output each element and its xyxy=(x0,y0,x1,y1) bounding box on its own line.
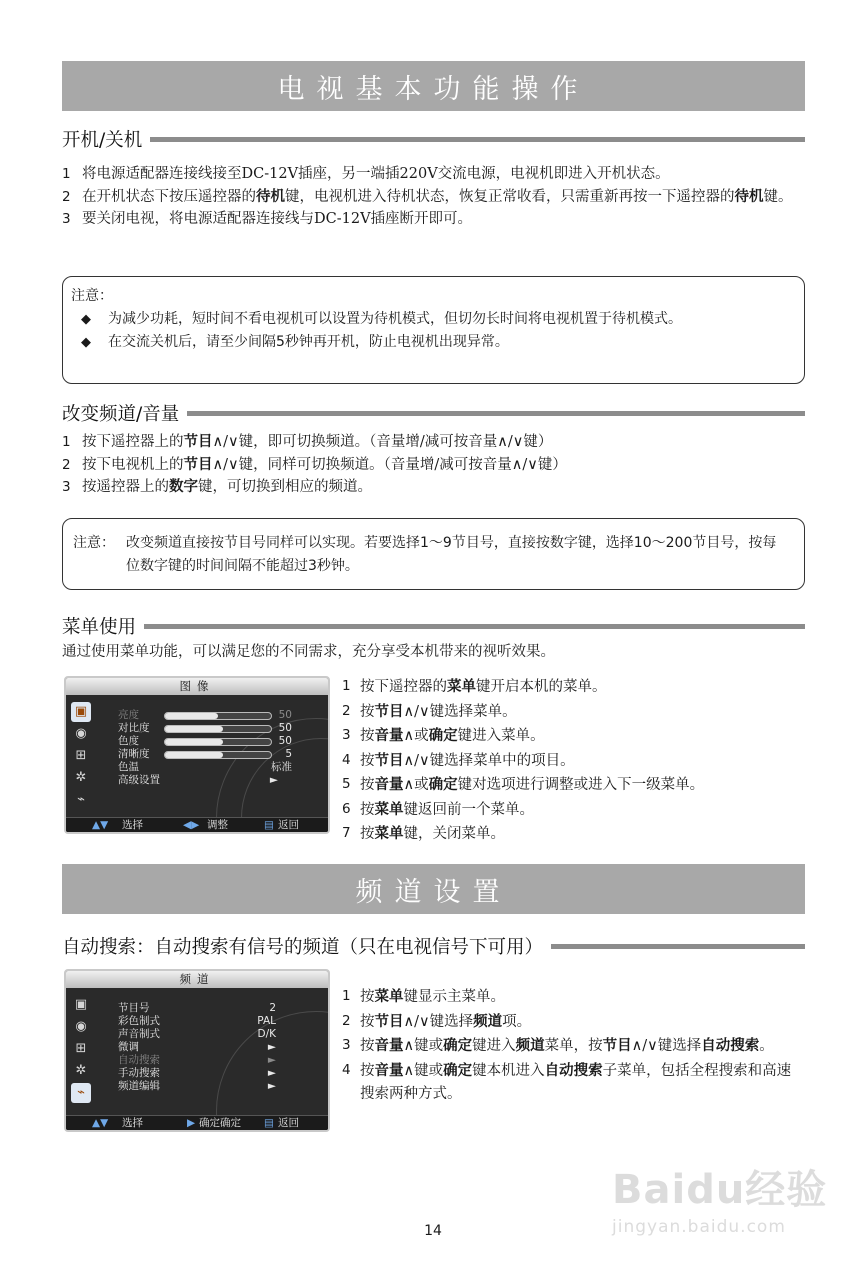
osd-row[interactable]: 清晰度 5 xyxy=(118,748,292,760)
osd-rows xyxy=(118,709,292,787)
list-item: 3 按音量∧或确定键进入菜单。 xyxy=(342,727,545,744)
osd-row[interactable]: 亮度 50 xyxy=(118,709,292,721)
osd-sidebar xyxy=(71,995,96,1105)
autosearch-steps xyxy=(342,985,804,1107)
channel-icon[interactable]: ⌁ xyxy=(77,792,85,807)
power-list xyxy=(62,163,807,231)
list-item: 2 按节目∧/∨键选择菜单。 xyxy=(342,702,517,720)
leftright-arrows-icon: ◀▶ xyxy=(183,819,200,831)
note-bullet: ◆ 在交流关机后，请至少间隔5秒钟再开机，防止电视机出现异常。 xyxy=(71,331,790,354)
list-item: 2 按节目∧/∨键选择频道项。 xyxy=(342,1012,532,1030)
channel-heading: 改变频道/音量 xyxy=(62,400,805,426)
osd-row[interactable]: 自动搜索 ► xyxy=(118,1054,276,1066)
osd-row[interactable]: 对比度 50 xyxy=(118,722,292,734)
heading-rule xyxy=(551,944,805,949)
osd-row[interactable]: 微调 ► xyxy=(118,1041,276,1053)
sound-icon[interactable]: ◉ xyxy=(75,726,87,741)
list-item: 1 按菜单键显示主菜单。 xyxy=(342,988,505,1005)
watermark-logo: Baidu经验 xyxy=(612,1167,828,1213)
picture-icon[interactable]: ▣ xyxy=(74,997,88,1012)
list-item: 5 按音量∧或确定键对选项进行调整或进入下一级菜单。 xyxy=(342,776,705,793)
list-item: 4 按节目∧/∨键选择菜单中的项目。 xyxy=(342,751,575,769)
channel-list xyxy=(62,431,807,499)
heading-rule xyxy=(144,624,805,629)
note-label: 注意： xyxy=(73,535,115,551)
sound-icon[interactable]: ◉ xyxy=(75,1019,87,1034)
diamond-icon: ◆ xyxy=(81,335,91,350)
setup-icon[interactable]: ✲ xyxy=(75,1063,87,1078)
page-number: 14 xyxy=(424,1223,442,1239)
list-item: 3 按遥控器上的数字键，可切换到相应的频道。 xyxy=(62,478,372,495)
note-box-channel: 注意： 改变频道直接按节目号同样可以实现。若要选择1～9节目号，直接按数字键，选择10～200节目号，按每位数字键的时间间隔不能超过3秒钟。 xyxy=(62,518,805,590)
setup-icon[interactable]: ✲ xyxy=(75,770,87,785)
osd-row[interactable]: 手动搜索 ► xyxy=(118,1067,276,1079)
list-item: 6 按菜单键返回前一个菜单。 xyxy=(342,800,534,818)
list-item: 2 在开机状态下按压遥控器的待机键，电视机进入待机状态，恢复正常收看，只需重新再按一下遥控器的待机键。 xyxy=(62,187,793,205)
updown-arrows-icon: ▲▼ xyxy=(92,1117,109,1129)
note-label: 注意： xyxy=(71,288,113,304)
osd-footer: ▲▼ 选择 ▶ 确定确定 ▤ 返回 xyxy=(66,1115,328,1130)
level-bar[interactable] xyxy=(164,738,272,746)
menu-key-icon: ▤ xyxy=(264,819,274,831)
autosearch-heading: 自动搜索：自动搜索有信号的频道（只在电视信号下可用） xyxy=(62,933,805,959)
level-bar[interactable] xyxy=(164,725,272,733)
watermark-url: jingyan.baidu.com xyxy=(612,1217,786,1237)
note-bullet: ◆ 为减少功耗，短时间不看电视机可以设置为待机模式，但切勿长时间将电视机置于待机模式。 xyxy=(71,308,790,331)
osd-row[interactable]: 节目号 2 xyxy=(118,1002,276,1014)
clock-icon[interactable]: ⊞ xyxy=(75,748,87,763)
note-box-power xyxy=(62,276,805,384)
list-item: 1 按下遥控器的菜单键开启本机的菜单。 xyxy=(342,678,607,695)
diamond-icon: ◆ xyxy=(81,312,91,327)
heading-rule xyxy=(187,411,805,416)
list-item: 1 按下遥控器上的节目∧/∨键，即可切换频道。（音量增/减可按音量∧/∨键） xyxy=(62,433,553,450)
osd-row[interactable]: 色温 标准 xyxy=(118,761,292,773)
section-banner-basic: 电视基本功能操作 xyxy=(62,61,805,111)
menu-steps xyxy=(342,675,804,847)
picture-icon[interactable]: ▣ xyxy=(71,702,91,722)
osd-row[interactable]: 频道编辑 ► xyxy=(118,1080,276,1092)
osd-row[interactable]: 色度 50 xyxy=(118,735,292,747)
power-heading-text: 开机/关机 xyxy=(62,130,143,151)
channel-icon[interactable]: ⌁ xyxy=(71,1083,91,1103)
baidu-watermark xyxy=(612,1158,837,1248)
osd-row[interactable]: 高级设置 ► xyxy=(118,774,278,786)
list-item: 3 按音量∧键或确定键进入频道菜单，按节目∧/∨键选择自动搜索。 xyxy=(342,1037,774,1054)
osd-footer: ▲▼ 选择 ◀▶ 调整 ▤ 返回 xyxy=(66,817,328,832)
list-item: 3 要关闭电视，将电源适配器连接线与DC-12V插座断开即可。 xyxy=(62,211,473,227)
menu-intro: 通过使用菜单功能，可以满足您的不同需求，充分享受本机带来的视听效果。 xyxy=(62,644,555,660)
right-arrow-icon: ▶ xyxy=(187,1117,196,1129)
section-banner-channel: 频道设置 xyxy=(62,864,805,914)
list-item: 1 将电源适配器连接线接至DC-12V插座，另一端插220V交流电源，电视机即进入开机状态。 xyxy=(62,166,670,182)
list-item: 2 按下电视机上的节目∧/∨键，同样可切换频道。（音量增/减可按音量∧/∨键） xyxy=(62,455,567,473)
osd-channel-menu xyxy=(64,969,330,1132)
osd-title: 图像 xyxy=(66,678,328,695)
menu-heading: 菜单使用 xyxy=(62,613,805,639)
menu-key-icon: ▤ xyxy=(264,1117,274,1129)
osd-rows xyxy=(118,1002,276,1093)
osd-sidebar xyxy=(71,702,96,812)
power-heading xyxy=(62,126,805,152)
clock-icon[interactable]: ⊞ xyxy=(75,1041,87,1056)
osd-picture-menu xyxy=(64,676,330,834)
updown-arrows-icon: ▲▼ xyxy=(92,819,109,831)
list-item: 7 按菜单键，关闭菜单。 xyxy=(342,825,505,842)
level-bar[interactable] xyxy=(164,712,272,720)
list-item: 4 按音量∧键或确定键本机进入自动搜索子菜单，包括全程搜索和高速搜索两种方式。 xyxy=(342,1061,792,1102)
level-bar[interactable] xyxy=(164,751,272,759)
osd-title: 频道 xyxy=(66,971,328,988)
heading-rule xyxy=(150,137,805,142)
osd-row[interactable]: 彩色制式 PAL xyxy=(118,1015,276,1027)
osd-row[interactable]: 声音制式 D/K xyxy=(118,1028,276,1040)
